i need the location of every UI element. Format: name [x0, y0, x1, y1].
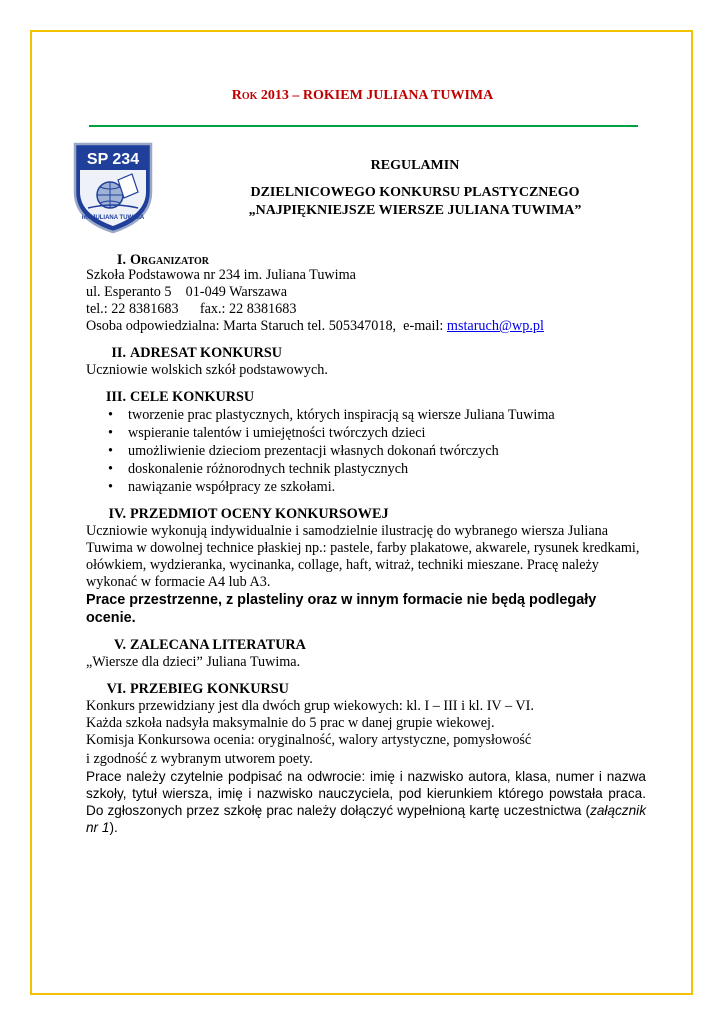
section-number: I.: [116, 252, 126, 268]
course-criteria-cont: i zgodność z wybranym utworem poety.: [86, 751, 313, 767]
section-audience-header: [86, 345, 646, 362]
title-rok: Rok: [231, 88, 258, 103]
section-number: VI.: [106, 681, 126, 697]
list-item: • doskonalenie różnorodnych technik plastycznych: [128, 461, 646, 478]
section-number: IV.: [108, 506, 126, 522]
section-title: PRZEDMIOT OCENY KONKURSOWEJ: [130, 506, 389, 522]
literature-text: „Wiersze dla dzieci” Juliana Tuwima.: [86, 654, 301, 670]
logo-caption: im. JULIANA TUWIMA: [81, 215, 145, 221]
title-rest: 2013 – ROKIEM JULIANA TUWIMA: [257, 88, 494, 103]
section-organizer-body: [86, 267, 646, 335]
regulation-heading: REGULAMIN: [370, 158, 460, 173]
evaluation-text: Uczniowie wykonują indywidualnie i samodzielnie ilustrację do wybranego wiersza Juliana Tuwima w dowolnej technice płaskiej np.: pastele, farby plakatowe, akwarele, rysunek kredkami, ołówkiem, wydzieranka, wycinanka, collage, haft, witraż, techniki mieszane. Pracę należy wykonać w formacie A4 lub A3.: [86, 523, 640, 590]
submission-instructions: [86, 768, 646, 836]
list-item: • nawiązanie współpracy ze szkołami.: [128, 479, 646, 496]
logo-text: SP 234: [86, 151, 140, 168]
contact-email-link[interactable]: mstaruch@wp.pl: [446, 318, 544, 334]
page-title: [0, 88, 725, 104]
organizer-contact: [86, 318, 646, 335]
evaluation-note: Prace przestrzenne, z plasteliny oraz w innym formacie nie będą podlegały ocenie.: [86, 592, 597, 626]
goals-list: [86, 407, 646, 496]
section-title: ADRESAT KONKURSU: [130, 345, 283, 361]
section-number: III.: [105, 389, 126, 405]
section-title: PRZEBIEG KONKURSU: [130, 681, 289, 697]
school-logo: [72, 140, 154, 234]
contact-person: Osoba odpowiedzialna: Marta Staruch tel. 505347018, e-mail:: [86, 318, 447, 334]
section-title: CELE KONKURSU: [130, 389, 255, 405]
section-goals-header: [86, 389, 646, 406]
section-literature-header: [86, 637, 646, 654]
submission-end: ).: [109, 820, 118, 835]
section-number: II.: [111, 345, 126, 361]
contest-heading: DZIELNICOWEGO KONKURSU PLASTYCZNEGO: [250, 185, 580, 200]
list-item: • tworzenie prac plastycznych, których inspiracją są wiersze Juliana Tuwima: [128, 407, 646, 424]
green-divider: [89, 125, 638, 127]
section-evaluation-header: [86, 506, 646, 523]
section-course-body: [86, 698, 646, 836]
section-literature-body: [86, 654, 646, 671]
document-body: [86, 252, 646, 836]
list-item: • wspieranie talentów i umiejętności twórczych dzieci: [128, 425, 646, 442]
section-evaluation-body: [86, 523, 646, 627]
section-audience-body: [86, 362, 646, 379]
submission-text: Prace należy czytelnie podpisać na odwrocie: imię i nazwisko autora, klasa, numer i nazwa szkoły, tytuł wiersza, imię i nazwisko nauczyciela, pod kierunkiem którego powstała praca. Do zgłoszonych przez szkołę prac należy dołączyć wypełnioną kartę uczestnictwa (: [86, 769, 646, 818]
organizer-address: ul. Esperanto 5 01-049 Warszawa: [86, 284, 288, 300]
organizer-name: Szkoła Podstawowa nr 234 im. Juliana Tuwima: [86, 267, 356, 283]
course-criteria: Komisja Konkursowa ocenia: oryginalność, walory artystyczne, pomysłowość: [86, 732, 532, 748]
list-item: • umożliwienie dzieciom prezentacji własnych dokonań twórczych: [128, 443, 646, 460]
course-limit: Każda szkoła nadsyła maksymalnie do 5 prac w danej grupie wiekowej.: [86, 715, 495, 731]
section-title: Organizator: [130, 252, 210, 268]
contest-name: „NAJPIĘKNIEJSZE WIERSZE JULIANA TUWIMA”: [248, 203, 582, 218]
attachment-ref: załącznik nr 1: [86, 803, 646, 835]
course-groups: Konkurs przewidziany jest dla dwóch grup wiekowych: kl. I – III i kl. IV – VI.: [86, 698, 534, 714]
section-title: ZALECANA LITERATURA: [130, 637, 306, 653]
organizer-phone: tel.: 22 8381683 fax.: 22 8381683: [86, 301, 297, 317]
audience-text: Uczniowie wolskich szkół podstawowych.: [86, 362, 328, 378]
section-course-header: [86, 681, 646, 698]
section-number: V.: [114, 637, 126, 653]
